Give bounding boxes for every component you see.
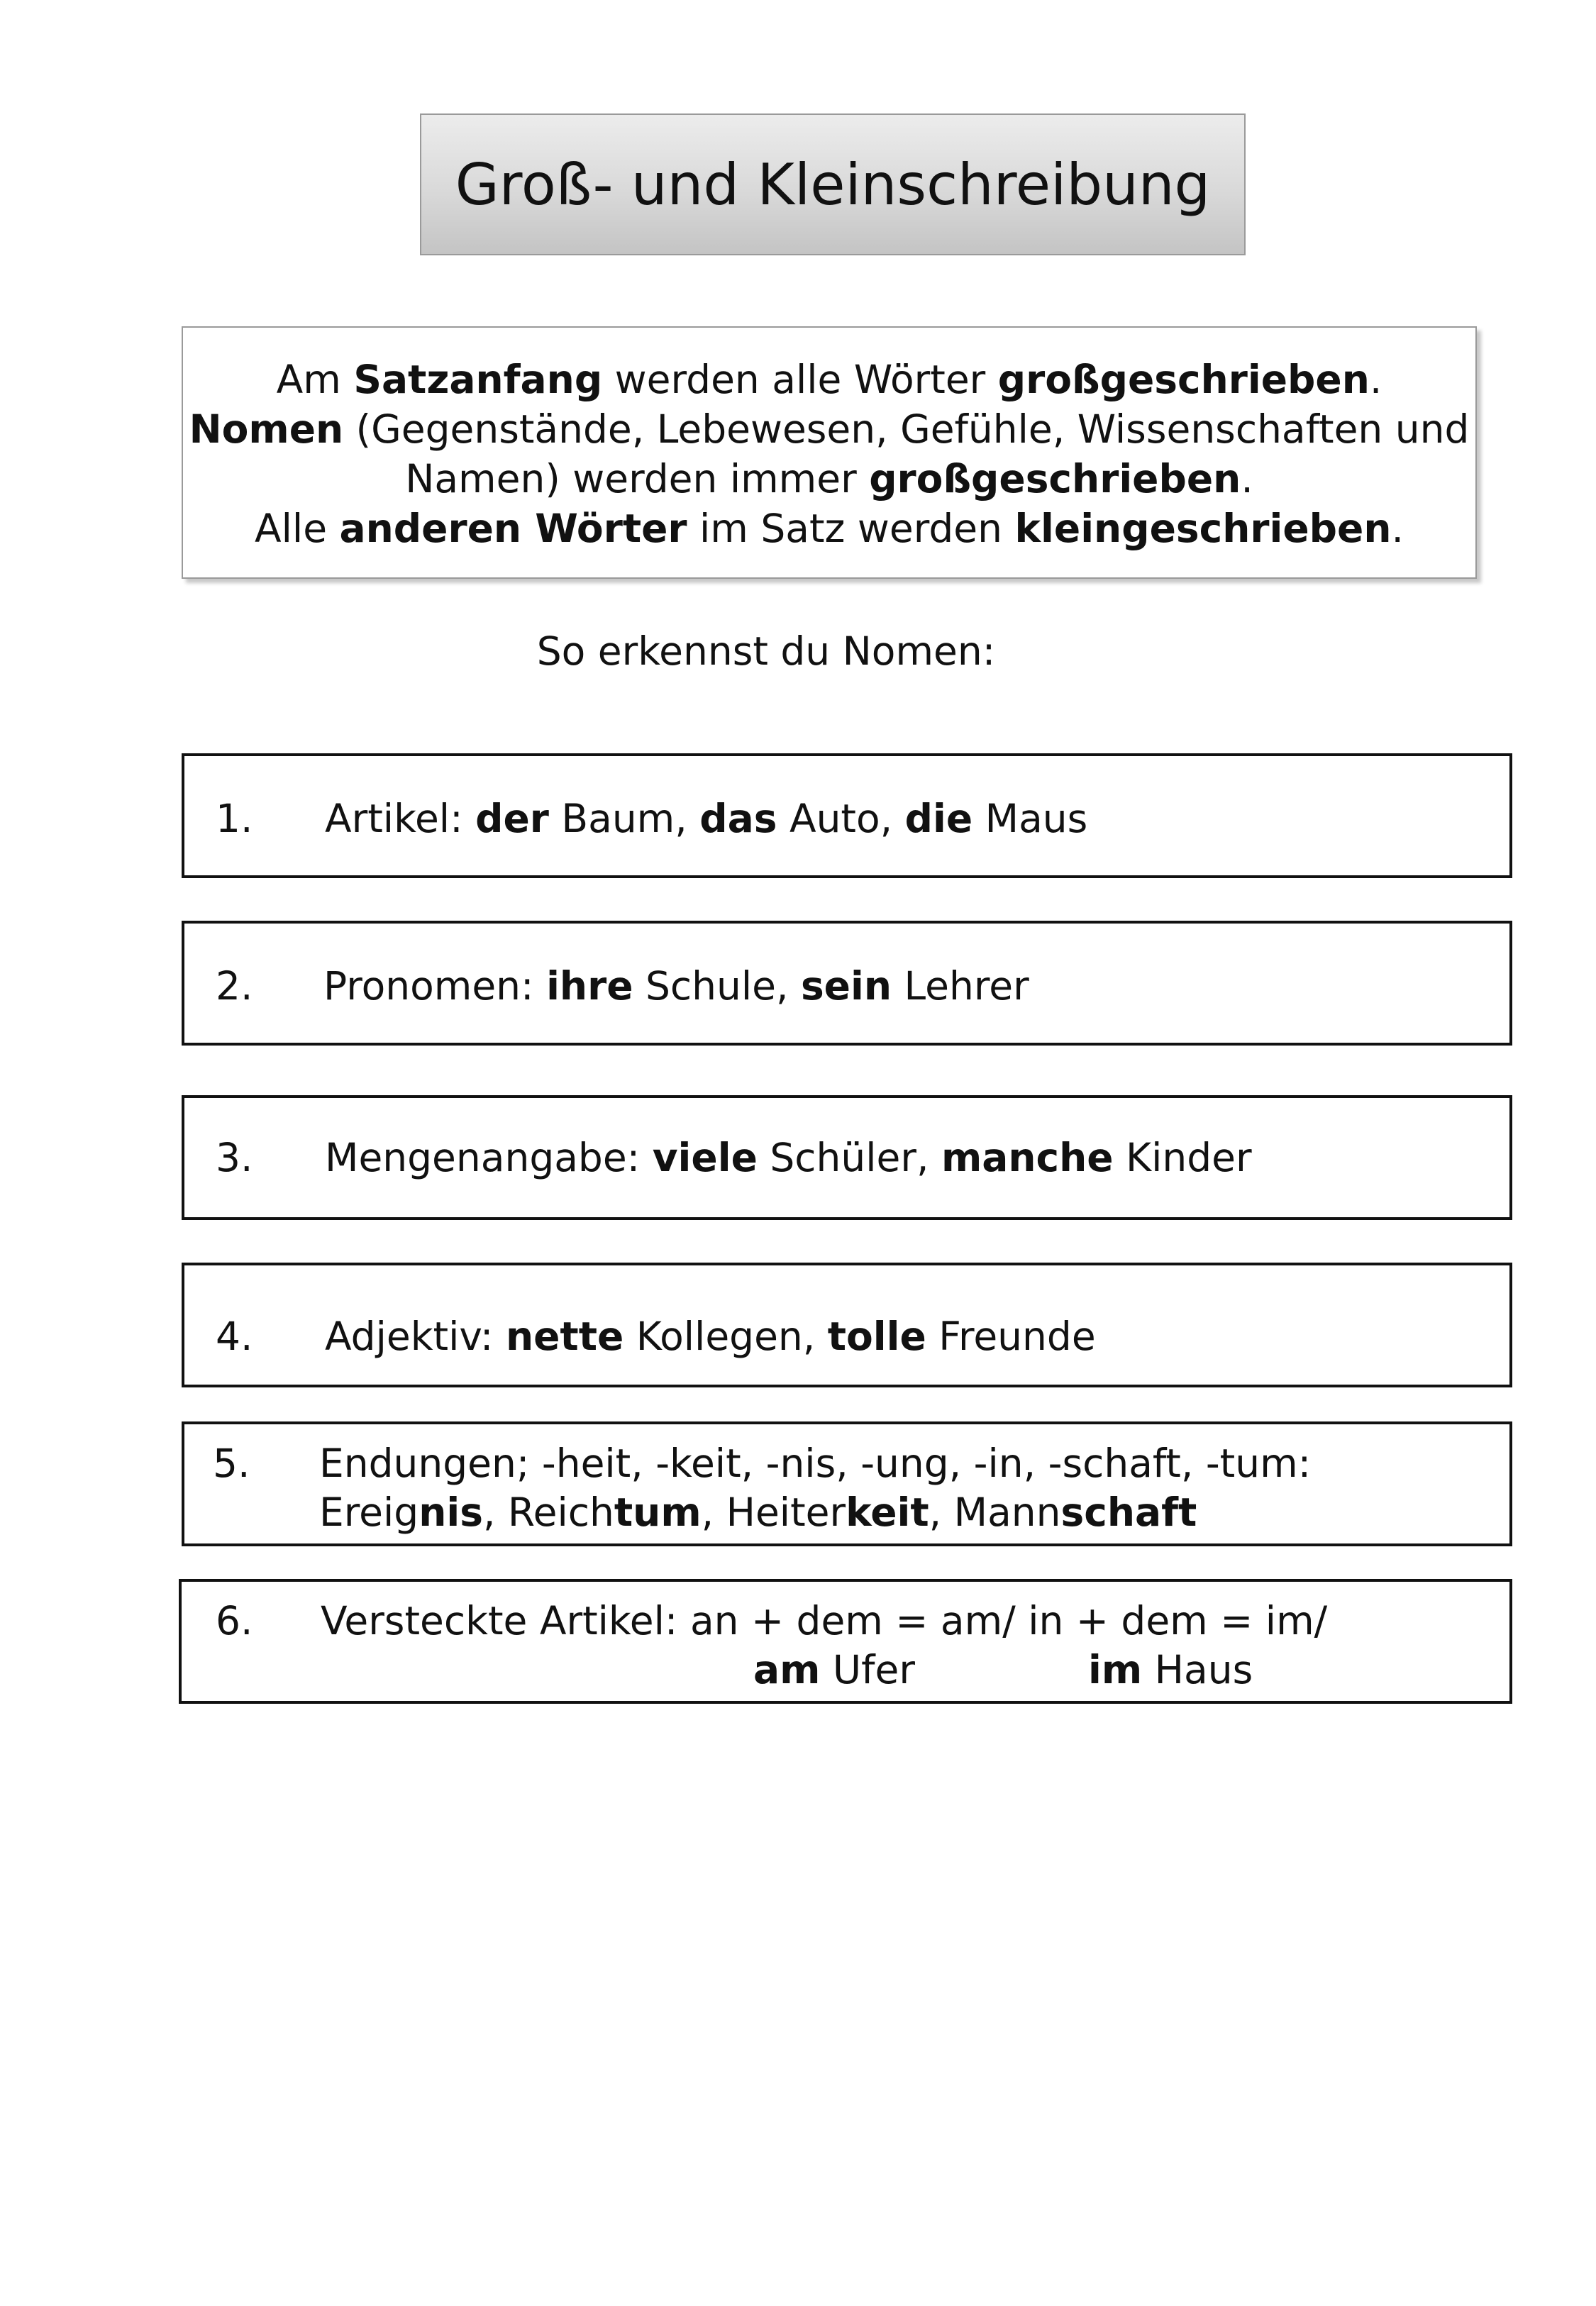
item-box-2 [182, 921, 1512, 1046]
item-box-6 [179, 1579, 1512, 1704]
item-text-line-2: Ereignis, Reichtum, Heiterkeit, Mannschaft [319, 1490, 1197, 1535]
rule-line-4: Alle anderen Wörter im Satz werden kleingeschrieben. [255, 506, 1404, 551]
item-box-3 [182, 1095, 1512, 1220]
item-box-4 [182, 1263, 1512, 1387]
item-number: 6. [216, 1598, 253, 1643]
rule-line-3: Namen) werden immer großgeschrieben. [405, 456, 1253, 501]
item-text-line-1: Versteckte Artikel: an + dem = am/ in + dem = im/ [321, 1598, 1328, 1643]
rule-line-2: Nomen (Gegenstände, Lebewesen, Gefühle, Wissenschaften und [189, 406, 1470, 452]
page-title: Groß- und Kleinschreibung [455, 151, 1211, 218]
item-number: 2. [216, 963, 253, 1009]
item-text: Pronomen: ihre Schule, sein Lehrer [323, 963, 1029, 1009]
rules-box [182, 326, 1477, 579]
item-text: Artikel: der Baum, das Auto, die Maus [325, 796, 1088, 841]
title-box [420, 113, 1246, 255]
item-text-line-1: Endungen; -heit, -keit, -nis, -ung, -in, -schaft, -tum: [319, 1441, 1312, 1486]
rule-line-1: Am Satzanfang werden alle Wörter großgeschrieben. [276, 357, 1382, 402]
item-number: 4. [216, 1314, 253, 1359]
item-number: 5. [213, 1441, 250, 1486]
item-text: Adjektiv: nette Kollegen, tolle Freunde [325, 1314, 1096, 1359]
item-text: Mengenangabe: viele Schüler, manche Kinder [325, 1135, 1252, 1180]
item-text-line-2a: am Ufer [753, 1647, 915, 1692]
item-box-1 [182, 753, 1512, 878]
item-text-line-2b: im Haus [1088, 1647, 1253, 1692]
item-box-5 [182, 1421, 1512, 1546]
item-number: 1. [216, 796, 253, 841]
item-number: 3. [216, 1135, 253, 1180]
subheading: So erkennst du Nomen: [536, 628, 996, 674]
